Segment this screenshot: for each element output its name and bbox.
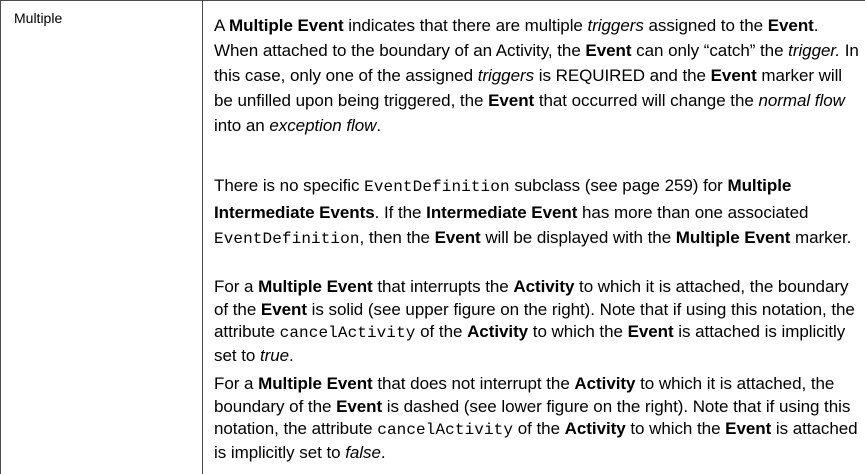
text-run: to which it is attached, the boundary of the bbox=[214, 277, 849, 319]
text-run: that does not interrupt the bbox=[372, 374, 575, 393]
text-run: . bbox=[289, 345, 294, 365]
italic-term: trigger. bbox=[788, 41, 841, 60]
text-run: For a bbox=[214, 374, 259, 393]
italic-term: triggers bbox=[477, 66, 535, 85]
text-run: is solid (see upper figure on the right). Note that if using this notation, the attribute bbox=[214, 299, 855, 341]
italic-term: exception flow bbox=[269, 116, 377, 135]
code-term: EventDefinition bbox=[214, 230, 360, 248]
italic-term: normal flow bbox=[758, 91, 845, 110]
description-paragraph-4 bbox=[214, 373, 865, 464]
text-run: is dashed (see lower figure on the right). Note that if using this notation, the attribute bbox=[214, 396, 851, 438]
bold-term: Multiple Event bbox=[229, 16, 344, 35]
italic-term: triggers bbox=[587, 16, 644, 35]
text-run: is attached is implicitly set to bbox=[214, 419, 858, 462]
text-run: that interrupts the bbox=[372, 277, 514, 296]
text-run: has more than one associated bbox=[577, 203, 809, 222]
bold-term: Multiple Intermediate Events bbox=[214, 176, 792, 222]
bold-term: Event bbox=[725, 419, 772, 438]
code-term: cancelActivity bbox=[279, 324, 416, 342]
text-run: to which it is attached, the boundary of the bbox=[214, 374, 835, 416]
text-run: that occurred will change the bbox=[534, 91, 759, 110]
text-run: of the bbox=[415, 322, 468, 341]
text-run: will be displayed with the bbox=[480, 228, 676, 247]
italic-term: true bbox=[259, 345, 290, 365]
description-paragraph-2 bbox=[214, 173, 865, 252]
description-cell bbox=[203, 1, 865, 474]
code-term: cancelActivity bbox=[377, 421, 514, 439]
description-paragraph-3 bbox=[214, 276, 865, 367]
text-run: to which the bbox=[625, 419, 726, 438]
bold-term: Event bbox=[585, 41, 632, 60]
bold-term: Event bbox=[434, 228, 481, 247]
text-run: . When attached to the boundary of an Activity, the bbox=[214, 16, 819, 60]
italic-term: false bbox=[345, 442, 381, 462]
text-run: to which the bbox=[528, 322, 628, 341]
text-run: marker. bbox=[790, 228, 852, 247]
description-paragraph-1 bbox=[214, 13, 865, 138]
bold-term: Multiple Event bbox=[258, 374, 373, 393]
text-run: . bbox=[380, 442, 386, 462]
text-run: can only “catch” the bbox=[631, 41, 789, 60]
text-run: into an bbox=[214, 116, 270, 135]
bold-term: Multiple Event bbox=[675, 228, 791, 247]
bold-term: Event bbox=[260, 299, 307, 319]
bold-term: Multiple Event bbox=[258, 277, 373, 296]
bold-term: Event bbox=[767, 16, 814, 35]
text-run: marker will be unfilled upon being triggered, the bbox=[214, 66, 843, 110]
bold-term: Intermediate Event bbox=[426, 203, 578, 222]
event-type-label: Multiple bbox=[14, 10, 63, 26]
bold-term: Event bbox=[336, 396, 383, 416]
event-type-cell bbox=[0, 1, 203, 474]
bold-term: Event bbox=[627, 322, 674, 341]
text-run: , then the bbox=[359, 228, 435, 247]
bold-term: Activity bbox=[513, 277, 575, 296]
text-run: is REQUIRED and the bbox=[534, 66, 711, 85]
bold-term: Event bbox=[488, 91, 535, 110]
bold-term: Activity bbox=[467, 322, 529, 341]
text-run: assigned to the bbox=[643, 16, 768, 35]
text-run: indicates that there are multiple bbox=[343, 16, 588, 35]
text-run: For a bbox=[214, 277, 259, 296]
text-run: subclass (see page 259) for bbox=[509, 176, 728, 195]
bold-term: Event bbox=[710, 66, 757, 85]
text-run: In this case, only one of the assigned bbox=[214, 41, 859, 85]
text-run: . bbox=[376, 116, 382, 135]
text-run: A bbox=[214, 16, 230, 35]
text-run: There is no specific bbox=[214, 176, 365, 195]
bold-term: Activity bbox=[564, 419, 626, 438]
text-run: of the bbox=[513, 419, 565, 438]
text-run: is attached is implicitly set to bbox=[214, 322, 846, 365]
bold-term: Activity bbox=[574, 374, 636, 393]
code-term: EventDefinition bbox=[364, 178, 510, 196]
text-run: . If the bbox=[374, 203, 427, 222]
